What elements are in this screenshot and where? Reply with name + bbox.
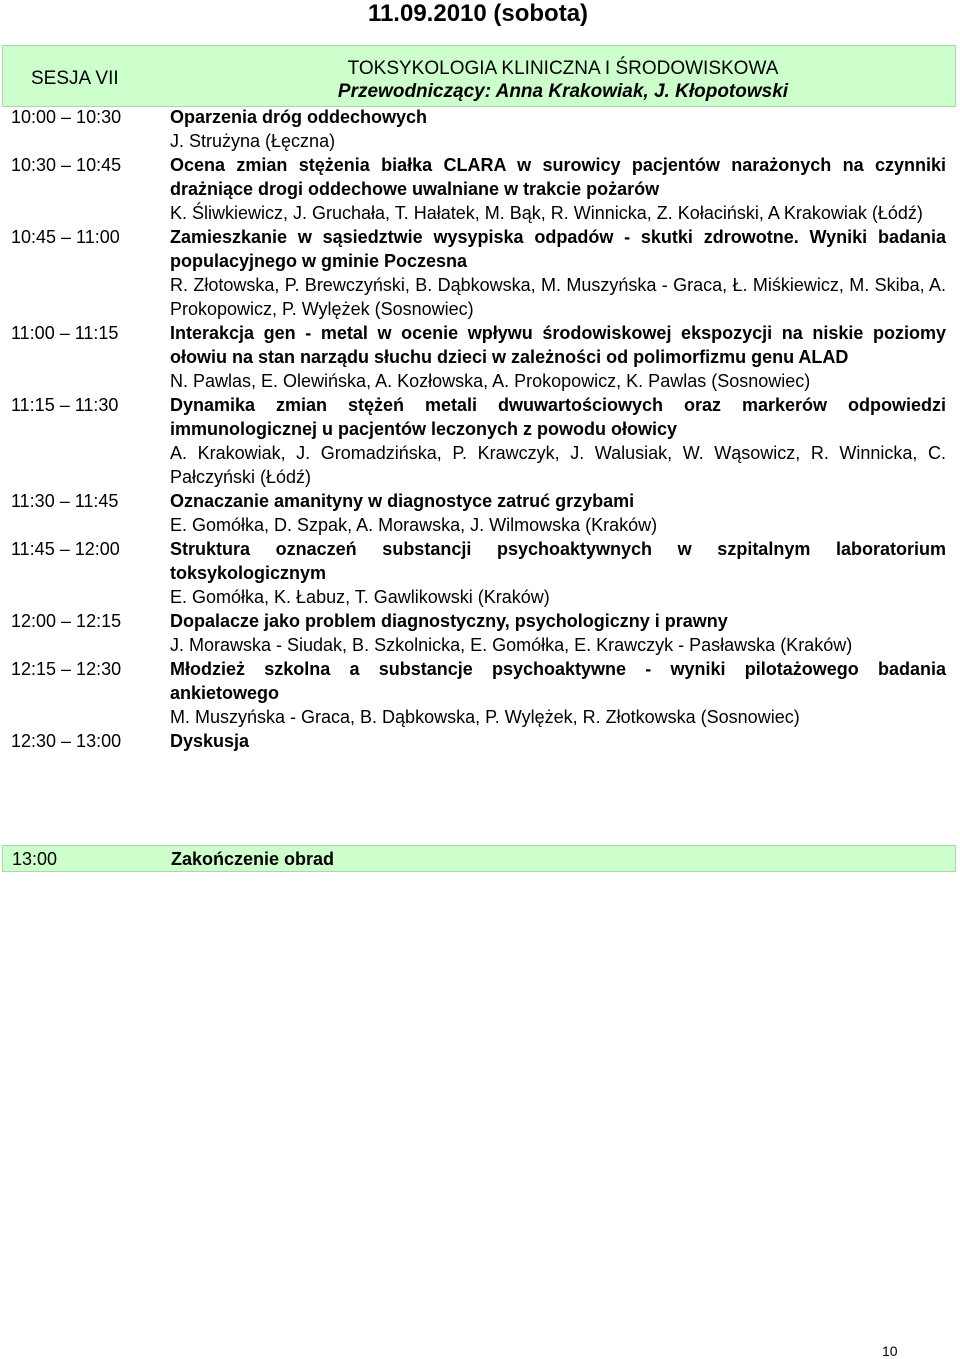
item-time: 12:30 – 13:00: [11, 731, 122, 751]
item-authors: K. Śliwkiewicz, J. Gruchała, T. Hałatek, M. Bąk, R. Winnicka, Z. Kołaciński, A Krakowiak (Łódź): [170, 203, 923, 223]
item-time: 12:15 – 12:30: [11, 659, 122, 679]
item-body: [170, 489, 946, 537]
item-body: [170, 393, 946, 489]
item-body: [170, 225, 946, 321]
item-time: 11:30 – 11:45: [11, 491, 119, 511]
item-authors: E. Gomółka, D. Szpak, A. Morawska, J. Wilmowska (Kraków): [170, 515, 658, 535]
schedule-item: [0, 153, 960, 225]
schedule-item: [0, 537, 960, 609]
schedule-item: [0, 321, 960, 393]
item-title: Dyskusja: [170, 731, 250, 751]
closing-text: Zakończenie obrad: [171, 849, 335, 869]
item-body: [170, 321, 946, 393]
item-time: 10:45 – 11:00: [11, 227, 120, 247]
session-label: SESJA VII: [31, 68, 119, 89]
item-title: Ocena zmian stężenia białka CLARA w surowicy pacjentów narażonych na czynniki drażniące drogi oddechowe uwalniane w trakcie pożarów: [170, 155, 946, 199]
item-body: [170, 153, 946, 225]
item-time: 10:00 – 10:30: [11, 107, 122, 127]
item-title: Zamieszkanie w sąsiedztwie wysypiska odpadów - skutki zdrowotne. Wyniki badania populacyjnego w gminie Poczesna: [170, 227, 946, 271]
item-time: 11:00 – 11:15: [11, 323, 119, 343]
schedule-item: [0, 105, 960, 153]
item-time: 11:15 – 11:30: [11, 395, 119, 415]
schedule-item: [0, 609, 960, 657]
item-title: Interakcja gen - metal w ocenie wpływu środowiskowej ekspozycji na niskie poziomy ołowiu na stan narządu słuchu dzieci w zależności od polimorfizmu genu ALAD: [170, 323, 946, 367]
item-authors: E. Gomółka, K. Łabuz, T. Gawlikowski (Kraków): [170, 587, 550, 607]
item-title: Dynamika zmian stężeń metali dwuwartościowych oraz markerów odpowiedzi immunologicznej u pacjentów leczonych z powodu ołowicy: [170, 395, 946, 439]
item-time: 12:00 – 12:15: [11, 611, 122, 631]
item-time: 10:30 – 10:45: [11, 155, 122, 175]
item-authors: J. Morawska - Siudak, B. Szkolnicka, E. Gomółka, E. Krawczyk - Pasławska (Kraków): [170, 635, 853, 655]
session-header: [2, 45, 956, 107]
schedule-item: [0, 393, 960, 489]
item-body: [170, 537, 946, 609]
item-title: Oznaczanie amanityny w diagnostyce zatruć grzybami: [170, 491, 635, 511]
item-authors: M. Muszyńska - Graca, B. Dąbkowska, P. Wylężek, R. Złotkowska (Sosnowiec): [170, 707, 800, 727]
page-number: 10: [882, 1343, 898, 1359]
item-title: Dopalacze jako problem diagnostyczny, psychologiczny i prawny: [170, 611, 728, 631]
closing-time: 13:00: [12, 849, 58, 869]
item-body: [170, 609, 946, 657]
closing-row: [2, 845, 956, 872]
date-heading: [0, 0, 960, 28]
schedule-item: [0, 657, 960, 729]
item-authors: R. Złotowska, P. Brewczyński, B. Dąbkowska, M. Muszyńska - Graca, Ł. Miśkiewicz, M. Skiba, A. Prokopowicz, P. Wylężek (Sosnowiec): [170, 275, 946, 319]
item-authors: A. Krakowiak, J. Gromadzińska, P. Krawczyk, J. Walusiak, W. Wąsowicz, R. Winnicka, C. Pałczyński (Łódź): [170, 443, 946, 487]
item-body: [170, 657, 946, 729]
item-title: Struktura oznaczeń substancji psychoaktywnych w szpitalnym laboratorium toksykologicznym: [170, 539, 946, 583]
item-title: Oparzenia dróg oddechowych: [170, 107, 428, 127]
schedule-list: [0, 105, 960, 753]
session-chairs: Przewodniczący: Anna Krakowiak, J. Kłopotowski: [337, 81, 789, 102]
date-heading-text: 11.09.2010 (sobota): [367, 0, 589, 27]
item-body: [170, 729, 946, 753]
item-time: 11:45 – 12:00: [11, 539, 120, 559]
schedule-item: [0, 729, 960, 753]
session-title-block: [313, 57, 813, 103]
item-authors: J. Strużyna (Łęczna): [170, 131, 336, 151]
item-authors: N. Pawlas, E. Olewińska, A. Kozłowska, A. Prokopowicz, K. Pawlas (Sosnowiec): [170, 371, 811, 391]
item-title: Młodzież szkolna a substancje psychoaktywne - wyniki pilotażowego badania ankietowego: [170, 659, 946, 703]
schedule-item: [0, 225, 960, 321]
session-title: TOKSYKOLOGIA KLINICZNA I ŚRODOWISKOWA: [347, 58, 779, 79]
item-body: [170, 105, 946, 153]
schedule-item: [0, 489, 960, 537]
